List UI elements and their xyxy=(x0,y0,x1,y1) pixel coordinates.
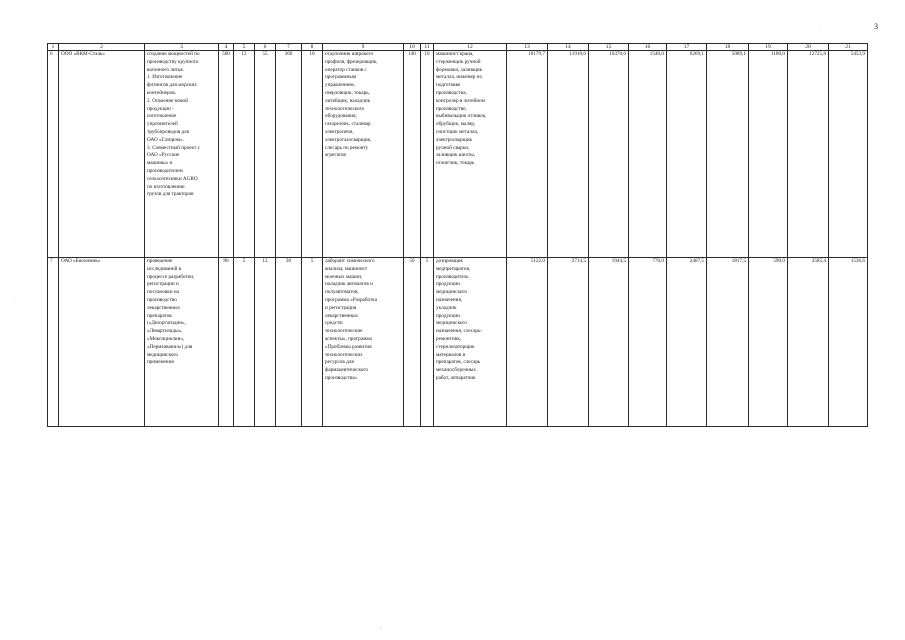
header-cell: 21 xyxy=(829,44,868,51)
cell-line: обрубщик, маляр, xyxy=(436,121,476,128)
cell-line: моечных машин, xyxy=(325,273,363,280)
header-cell: 7 xyxy=(276,44,302,51)
cell-line: 1. Изготовление xyxy=(147,74,183,81)
cell-line: электропечи, xyxy=(325,128,354,135)
cell-line: работ, аппаратчик xyxy=(436,374,476,381)
header-cell: 8 xyxy=(302,44,323,51)
scan-speck: · xyxy=(14,300,16,306)
header-cell: 4 xyxy=(219,44,234,51)
cell-line: оборудования, xyxy=(325,113,357,120)
cell-line: лаборант химического xyxy=(325,258,375,264)
cell-line: медицинского xyxy=(147,351,179,358)
header-cell: 10 xyxy=(404,44,421,51)
cell-line: программным xyxy=(325,74,357,81)
cell-line: сельхозтехники AGRO xyxy=(147,175,198,182)
cell-line: машины» и xyxy=(147,160,173,167)
header-cell: 18 xyxy=(707,44,749,51)
cell-line: фармацевтического xyxy=(325,367,368,374)
scan-speck: - xyxy=(380,625,382,631)
amount-cell: 1180,0 xyxy=(749,51,788,258)
cell-line: укладчик xyxy=(436,304,457,311)
value-cell: 12 xyxy=(255,258,276,427)
cell-line: «Пермеаванил») для xyxy=(147,343,193,350)
header-cell: 12 xyxy=(434,44,507,51)
header-cell: 20 xyxy=(788,44,829,51)
data-table xyxy=(47,43,868,427)
value-cell: 50 xyxy=(404,258,421,427)
header-cell: 1 xyxy=(48,44,59,51)
amount-cell: 1540,0 xyxy=(629,51,667,258)
cell-line: дозировщик xyxy=(436,258,463,264)
cell-line: процессе разработки, xyxy=(147,273,195,280)
header-row xyxy=(48,44,868,51)
cell-line: очистщик металла, xyxy=(436,128,479,135)
cell-line: производству крупного xyxy=(147,58,199,65)
amount-cell: 18179,7 xyxy=(507,51,548,258)
cell-line: слесарь по ремонту xyxy=(325,144,369,151)
amount-cell: 770,0 xyxy=(629,258,667,427)
project-description xyxy=(145,51,219,258)
cell-line: наладчик автоматов и xyxy=(325,281,373,288)
value-cell: 30 xyxy=(276,258,302,427)
cell-line: выбивальщик отливок, xyxy=(436,113,487,120)
cell-line: медпрепаратов, xyxy=(436,265,471,272)
cell-line: производства» xyxy=(325,374,358,381)
header-cell: 9 xyxy=(323,44,404,51)
header-cell: 6 xyxy=(255,44,276,51)
cell-line: производства, xyxy=(436,89,467,96)
cell-line: технологического xyxy=(325,105,365,112)
amount-cell: 6269,1 xyxy=(667,51,707,258)
cell-line: производство xyxy=(147,296,177,303)
cell-line: лекарственных xyxy=(325,312,359,319)
cell-line: проведение xyxy=(147,258,173,264)
header-cell: 16 xyxy=(629,44,667,51)
row-number: 7 xyxy=(48,258,59,427)
cell-line: программа «Разработка xyxy=(325,296,378,303)
cell-line: материалов и xyxy=(436,351,466,358)
cell-line: исследований в xyxy=(147,265,182,272)
value-cell: 5 xyxy=(302,258,323,427)
professions-list xyxy=(323,51,404,258)
cell-line: электросварщик xyxy=(436,136,472,143)
cell-line: назначения, слесарь- xyxy=(436,328,483,335)
cell-line: подготовке xyxy=(436,82,461,89)
amount-cell: 2407,5 xyxy=(667,258,707,427)
professions-list xyxy=(434,258,507,427)
value-cell: 10 xyxy=(421,51,434,258)
table-row xyxy=(48,258,868,427)
cell-line: профиля, фрезеровщик, xyxy=(325,58,378,65)
cell-line: изготовление xyxy=(147,113,177,120)
header-cell: 11 xyxy=(421,44,434,51)
value-cell: 140 xyxy=(404,51,421,258)
cell-line: заливщик шихты, xyxy=(436,152,476,159)
value-cell: 55 xyxy=(255,51,276,258)
cell-line: препаратов, слесарь xyxy=(436,359,481,366)
cell-line: агрегатов xyxy=(325,152,346,159)
cell-line: аспекты», программа xyxy=(325,335,372,342)
cell-line: регистрации и xyxy=(147,281,179,288)
cell-line: стерилизаторщик xyxy=(436,343,475,350)
scan-speck: · xyxy=(818,24,820,30)
cell-line: стерженщик ручной xyxy=(436,58,481,65)
professions-list xyxy=(434,51,507,258)
cell-line: управлением, xyxy=(325,82,355,89)
cell-line: вагонного литья. xyxy=(147,66,184,73)
cell-line: лекарственных xyxy=(147,304,181,311)
cell-line: ручной сварки, xyxy=(436,144,470,151)
cell-line: продукции xyxy=(436,312,460,319)
cell-line: контейнеров. xyxy=(147,89,176,96)
cell-line: производителем xyxy=(147,167,183,174)
value-cell: 360 xyxy=(276,51,302,258)
value-cell: 80 xyxy=(219,258,234,427)
header-cell: 15 xyxy=(589,44,629,51)
row-number: 6 xyxy=(48,51,59,258)
cell-line: постановки на xyxy=(147,289,179,296)
cell-line: контролер в литейном xyxy=(436,97,485,104)
professions-list xyxy=(323,258,404,427)
amount-cell: 12725,8 xyxy=(788,51,829,258)
cell-line: создание мощностей по xyxy=(147,51,200,57)
cell-line: электрогазосварщик, xyxy=(325,136,372,143)
table-row xyxy=(48,51,868,258)
cell-line: формовки, заливщик xyxy=(436,66,483,73)
cell-line: средств: xyxy=(325,320,344,327)
value-cell: 12 xyxy=(234,51,255,258)
cell-line: назначения, xyxy=(436,296,463,303)
amount-cell: 1817,5 xyxy=(707,258,749,427)
cell-line: сверловщик, токарь, xyxy=(325,89,370,96)
page-number: 3 xyxy=(874,22,878,31)
header-cell: 3 xyxy=(145,44,219,51)
value-cell: 5 xyxy=(234,258,255,427)
cell-line: («Дезоргатидин», xyxy=(147,320,186,327)
amount-cell: 3585,4 xyxy=(788,258,829,427)
value-cell: 500 xyxy=(219,51,234,258)
cell-line: медицинского xyxy=(436,289,468,296)
value-cell: 10 xyxy=(302,51,323,258)
header-cell: 13 xyxy=(507,44,548,51)
cell-line: полуавтоматов, xyxy=(325,289,359,296)
cell-line: производстве, xyxy=(436,105,467,112)
cell-line: 2. Освоение новой xyxy=(147,97,188,104)
cell-line: технологических xyxy=(325,351,363,358)
cell-line: препаратов xyxy=(147,312,172,319)
cell-line: литейщик, наладчик xyxy=(325,97,371,104)
amount-cell: 10370,6 xyxy=(589,51,629,258)
amount-cell: 2714,5 xyxy=(548,258,589,427)
header-cell: 2 xyxy=(59,44,145,51)
cell-line: ОАО «Русские xyxy=(147,152,180,159)
header-cell: 17 xyxy=(667,44,707,51)
amount-cell: 5453,9 xyxy=(829,51,868,258)
cell-line: отделочник широкого xyxy=(325,51,374,57)
cell-line: медицинского xyxy=(436,320,468,327)
cell-line: «Левартизиды», xyxy=(147,328,183,335)
project-description xyxy=(145,258,219,427)
cell-line: продукции xyxy=(436,281,460,288)
cell-line: и регистрация xyxy=(325,304,357,311)
amount-cell: 5122,0 xyxy=(507,258,548,427)
header-cell: 19 xyxy=(749,44,788,51)
cell-line: оператор станков с xyxy=(325,66,367,73)
cell-line: «Моксициклин», xyxy=(147,335,185,342)
cell-line: по изготовлению xyxy=(147,183,185,190)
cell-line: ОАО «Газпром». xyxy=(147,136,184,143)
cell-line: фитингов для морских xyxy=(147,82,197,89)
header-cell: 14 xyxy=(548,44,589,51)
cell-line: технологические xyxy=(325,328,363,335)
amount-cell: 11910,6 xyxy=(548,51,589,258)
cell-line: металла, инженер по xyxy=(436,74,483,81)
cell-line: отжигчик, токарь xyxy=(436,160,475,167)
header-cell: 5 xyxy=(234,44,255,51)
cell-line: машинист крана, xyxy=(436,51,474,57)
cell-line: применения xyxy=(147,359,174,366)
amount-cell: 5089,1 xyxy=(707,51,749,258)
cell-line: трубопроводов для xyxy=(147,128,190,135)
cell-line: 3. Совместный проект с xyxy=(147,144,200,151)
value-cell: 5 xyxy=(421,258,434,427)
cell-line: механосборочных xyxy=(436,367,476,374)
cell-line: ремонтник, xyxy=(436,335,462,342)
amount-cell: 1944,5 xyxy=(589,258,629,427)
amount-cell: 590,0 xyxy=(749,258,788,427)
cell-line: грузов для тракторов xyxy=(147,191,194,198)
cell-line: продукции - xyxy=(147,105,174,112)
cell-line: упрочнителей xyxy=(147,121,178,128)
amount-cell: 1536,6 xyxy=(829,258,868,427)
cell-line: «Проблемы развития xyxy=(325,343,372,350)
organization-name: ООО «ВКМ-Сталь» xyxy=(59,51,145,258)
organization-name: ОАО «Биохимик» xyxy=(59,258,145,427)
cell-line: газорезчик, сталевар xyxy=(325,121,371,128)
cell-line: анализа, машинист xyxy=(325,265,368,272)
cell-line: ресурсов для xyxy=(325,359,354,366)
cell-line: производитель xyxy=(436,273,469,280)
